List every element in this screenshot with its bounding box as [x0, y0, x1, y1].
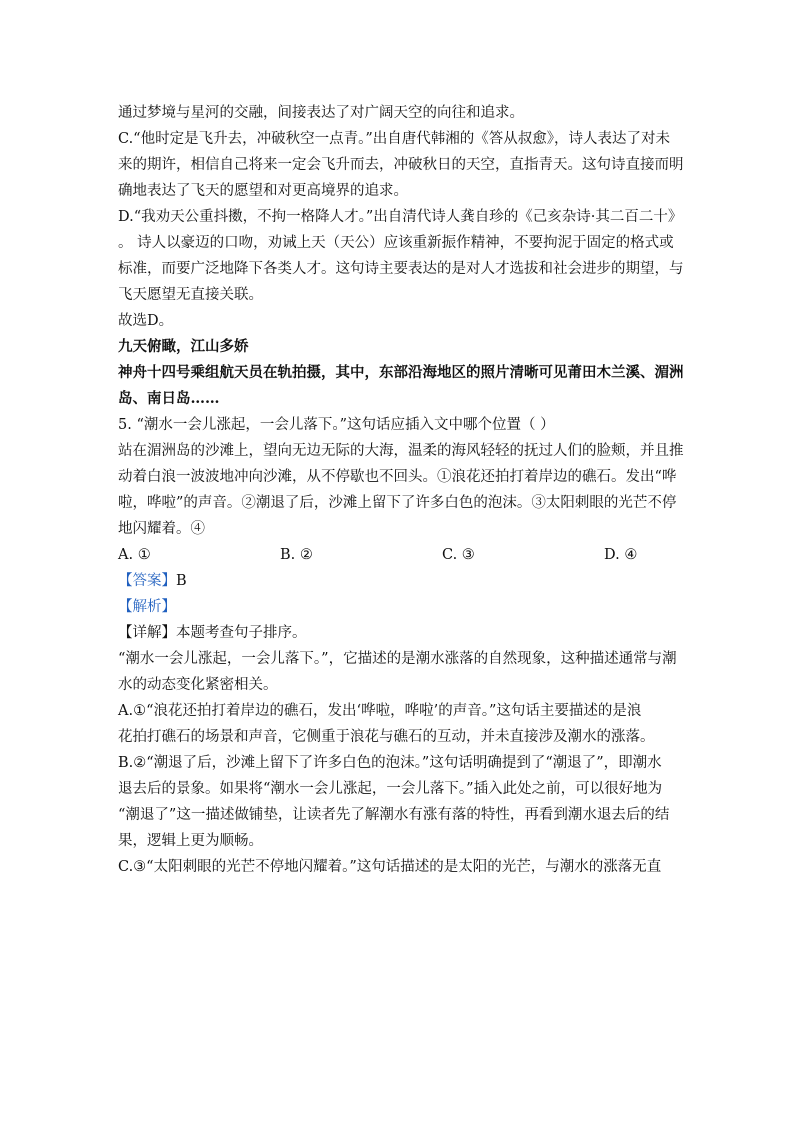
- analysis-line: A.①“浪花还拍打着岸边的礁石，发出‘哗啦，哗啦’的声音。”这句话主要描述的是浪: [118, 703, 642, 719]
- detail-label: 【详解】: [118, 625, 176, 641]
- analysis-line: 水的动态变化紧密相关。: [118, 677, 278, 693]
- text-line: 故选D。: [118, 313, 174, 329]
- analysis-line: “潮退了”这一描述做铺垫，让读者先了解潮水有涨有落的特性，再看到潮水退去后的结: [118, 807, 670, 823]
- option-a: A. ①: [118, 547, 151, 563]
- option-c: C. ③: [442, 547, 475, 563]
- text-line: 来的期许，相信自己将来一定会飞升而去，冲破秋日的天空，直指青天。这句诗直接而明: [118, 157, 684, 173]
- section-intro: 岛、南日岛……: [118, 390, 220, 407]
- answer-options: [118, 542, 678, 568]
- analysis-line: “潮水一会儿涨起，一会儿落下。”，它描述的是潮水涨落的自然现象，这种描述通常与潮: [118, 651, 677, 667]
- analysis-label: 【解析】: [118, 599, 176, 615]
- analysis-line: 花拍打礁石的场景和声音，它侧重于浪花与礁石的互动，并未直接涉及潮水的涨落。: [118, 729, 655, 745]
- answer-label: 【答案】: [118, 573, 176, 589]
- section-heading: 九天俯瞰，江山多娇: [118, 338, 249, 355]
- passage-line: 站在湄洲岛的沙滩上，望向无边无际的大海，温柔的海风轻轻的抚过人们的脸颊，并且推: [118, 443, 684, 459]
- text-line: 。 诗人以豪迈的口吻，劝诫上天（天公）应该重新振作精神，不要拘泥于固定的格式或: [118, 235, 674, 251]
- passage-line: 动着白浪一波波地冲向沙滩，从不停歇也不回头。①浪花还拍打着岸边的礁石。发出“哗: [118, 469, 677, 485]
- analysis-line: B.②“潮退了后，沙滩上留下了许多白色的泡沫。”这句话明确提到了“潮退了”，即潮水: [118, 755, 662, 771]
- analysis-line: 退去后的景象。如果将“潮水一会儿涨起，一会儿落下。”插入此处之前，可以很好地为: [118, 781, 663, 797]
- text-line: C.“他时定是飞升去，冲破秋空一点青。”出自唐代韩湘的《答从叔愈》，诗人表达了对未: [118, 131, 671, 147]
- document-page: [118, 100, 684, 880]
- option-d: D. ④: [604, 547, 638, 563]
- option-b: B. ②: [280, 547, 313, 563]
- passage-line: 地闪耀着。④: [118, 521, 205, 537]
- question-stem: 5. “潮水一会儿涨起，一会儿落下。”这句话应插入文中哪个位置（ ）: [118, 417, 555, 433]
- detail-line: [118, 620, 678, 646]
- text-line: 标准，而要广泛地降下各类人才。这句诗主要表达的是对人才选拔和社会进步的期望，与: [118, 261, 684, 277]
- text-line: 飞天愿望无直接关联。: [118, 287, 263, 303]
- detail-text: 本题考查句子排序。: [176, 625, 307, 641]
- analysis-line: C.③“太阳刺眼的光芒不停地闪耀着。”这句话描述的是太阳的光芒，与潮水的涨落无直: [118, 859, 662, 875]
- analysis-line: 果，逻辑上更为顺畅。: [118, 833, 263, 849]
- answer-line: [118, 568, 678, 594]
- section-intro: 神舟十四号乘组航天员在轨拍摄，其中，东部沿海地区的照片清晰可见莆田木兰溪、湄洲: [118, 364, 684, 381]
- text-line: 通过梦境与星河的交融，间接表达了对广阔天空的向往和追求。: [118, 105, 524, 121]
- text-line: D.“我劝天公重抖擞，不拘一格降人才。”出自清代诗人龚自珍的《己亥杂诗·其二百二十》: [118, 209, 683, 225]
- answer-value: B: [176, 573, 187, 589]
- text-line: 确地表达了飞天的愿望和对更高境界的追求。: [118, 183, 408, 199]
- passage-line: 啦，哗啦”的声音。②潮退了后，沙滩上留下了许多白色的泡沫。③太阳刺眼的光芒不停: [118, 495, 677, 511]
